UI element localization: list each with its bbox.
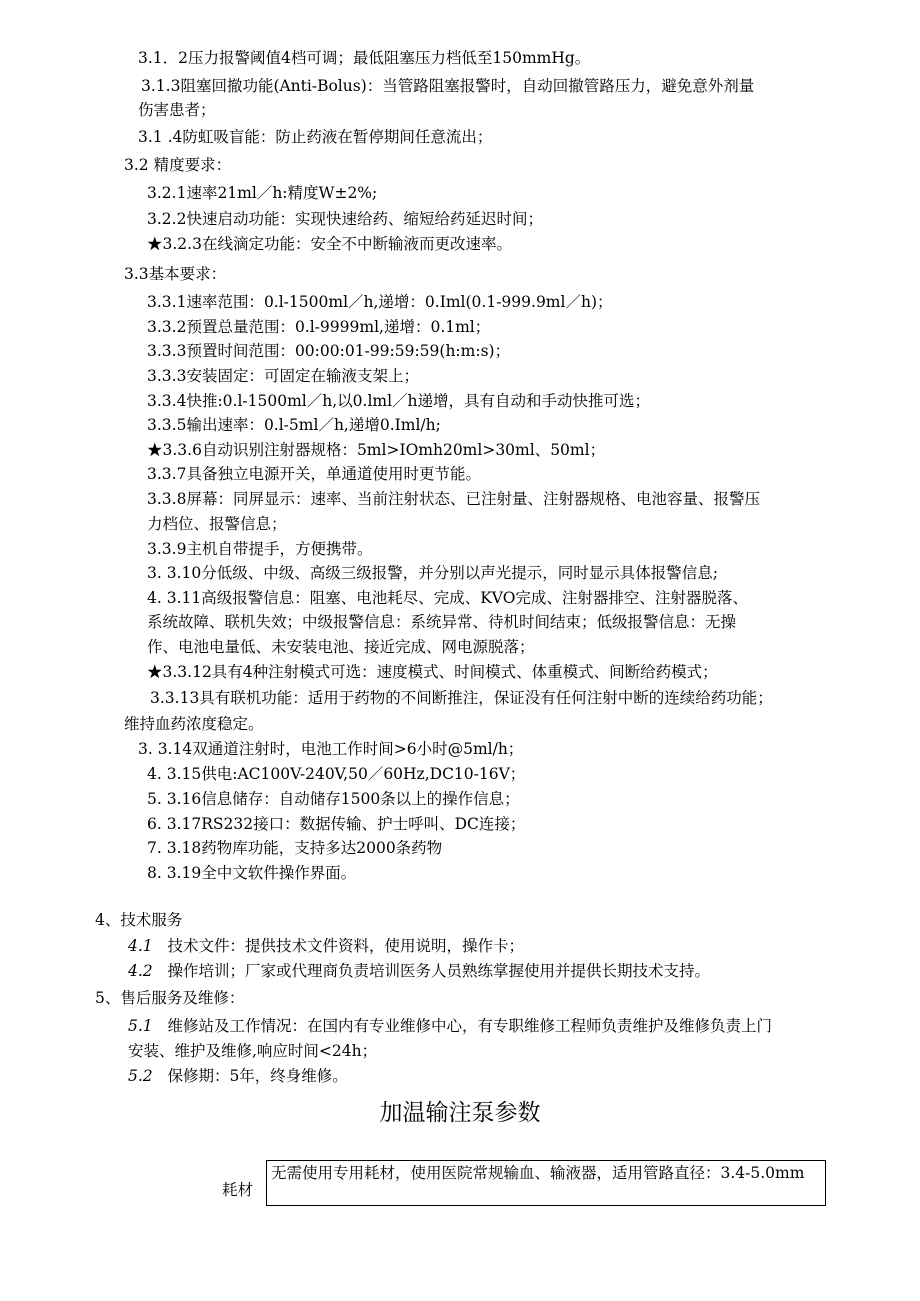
item-text: 保修期：5年，终身维修。 [167, 1067, 348, 1085]
spec-heading: 3.2 精度要求： [124, 156, 232, 174]
spec-line: 8. 3.19全中文软件操作界面。 [147, 864, 357, 882]
list-item-continuation: 安装、维护及维修,响应时间<24h； [128, 1042, 378, 1060]
param-value-cell: 无需使用专用耗材，使用医院常规输血、输液器，适用管路直径：3.4-5.0mm [266, 1160, 826, 1206]
spec-line: 3.3.1速率范围：0.l-1500ml／h,递增：0.Iml(0.1-999.9ml／h)； [147, 293, 613, 311]
page-title: 加温输注泵参数 [379, 1100, 541, 1126]
list-item [128, 959, 710, 983]
spec-line: 3. 3.14双通道注射时，电池工作时间>6小时@5ml/h； [138, 740, 524, 758]
spec-line: 4. 3.11高级报警信息：阻塞、电池耗尽、完成、KVO完成、注射器排空、注射器脱落、 [147, 589, 748, 607]
spec-line: 7. 3.18药物库功能，支持多达2000条药物 [147, 839, 443, 857]
item-text: 技术文件：提供技术文件资料，使用说明，操作卡； [167, 937, 524, 955]
spec-line: 3. 3.10分低级、中级、高级三级报警，并分别以声光提示，同时显示具体报警信息; [147, 564, 718, 582]
list-item [128, 1014, 772, 1038]
spec-line: 3.1．2压力报警阈值4档可调；最低阻塞压力档低至150mmHg。 [138, 49, 591, 67]
spec-line: 维持血药浓度稳定。 [124, 715, 264, 733]
spec-line: 3.3.9主机自带提手，方便携带。 [147, 540, 373, 558]
spec-line: 3.2.2快速启动功能：实现快速给药、缩短给药延迟时间； [147, 210, 543, 228]
spec-line: 4. 3.15供电:AC100V-240V,50／60Hz,DC10-16V； [147, 765, 526, 783]
list-item [128, 934, 524, 958]
item-number: 5.2 [128, 1067, 153, 1085]
item-text: 操作培训；厂家或代理商负责培训医务人员熟练掌握使用并提供长期技术支持。 [167, 962, 710, 980]
spec-line: 力档位、报警信息； [147, 515, 287, 533]
spec-line: 3.3.7具备独立电源开关，单通道使用时更节能。 [147, 465, 481, 483]
spec-line: 伤害患者； [138, 101, 216, 119]
param-label: 耗材 [222, 1181, 254, 1199]
item-number: 5.1 [128, 1017, 153, 1035]
item-text: 维修站及工作情况：在国内有专业维修中心，有专职维修工程师负责维护及维修负责上门 [167, 1017, 772, 1035]
section-heading: 4、技术服务 [95, 911, 183, 929]
spec-line: 3.3.8屏幕：同屏显示：速率、当前注射状态、已注射量、注射器规格、电池容量、报警压 [147, 490, 760, 508]
spec-line: 3.3.4快推:0.l-1500ml／h,以0.lml／h递增，具有自动和手动快推可选； [147, 392, 651, 410]
spec-line: 作、电池电量低、未安装电池、接近完成、网电源脱落； [147, 638, 535, 656]
list-item [128, 1064, 348, 1088]
spec-line: ★3.2.3在线滴定功能：安全不中断输液而更改速率。 [147, 235, 512, 253]
spec-line: 3.3.3安装固定：可固定在输液支架上； [147, 367, 419, 385]
spec-line: 5. 3.16信息储存：自动储存1500条以上的操作信息； [147, 790, 520, 808]
spec-line: 3.3.5输出速率：0.l-5ml／h,递增0.Iml/h; [147, 416, 441, 434]
spec-line: 3.3.13具有联机功能：适用于药物的不间断推注，保证没有任何注射中断的连续给药功能； [150, 689, 773, 707]
spec-line: 3.1.3阻塞回撤功能(Anti-Bolus)：当管路阻塞报警时，自动回撤管路压力，避免意外剂量 [141, 77, 755, 95]
item-number: 4.2 [128, 962, 153, 980]
item-number: 4.1 [128, 937, 153, 955]
section-heading: 5、售后服务及维修： [95, 989, 245, 1007]
spec-line: ★3.3.6自动识别注射器规格：5ml>IOmh20ml>30ml、50ml； [147, 441, 606, 459]
spec-line: 3.2.1速率21ml／h:精度W±2%; [147, 184, 378, 202]
spec-line: 3.3.2预置总量范围：0.l-9999ml,递增：0.1ml； [147, 318, 491, 336]
spec-line: ★3.3.12具有4种注射模式可选：速度模式、时间模式、体重模式、间断给药模式； [147, 663, 718, 681]
spec-line: 系统故障、联机失效；中级报警信息：系统异常、待机时间结束；低级报警信息：无操 [147, 613, 737, 631]
spec-line: 3.1 .4防虹吸盲能：防止药液在暂停期间任意流出； [138, 128, 493, 146]
spec-line: 3.3.3预置时间范围：00:00:01-99:59:59(h:m:s)； [147, 342, 511, 360]
spec-heading: 3.3基本要求： [124, 265, 227, 283]
spec-line: 6. 3.17RS232接口：数据传输、护士呼叫、DC连接； [147, 815, 526, 833]
